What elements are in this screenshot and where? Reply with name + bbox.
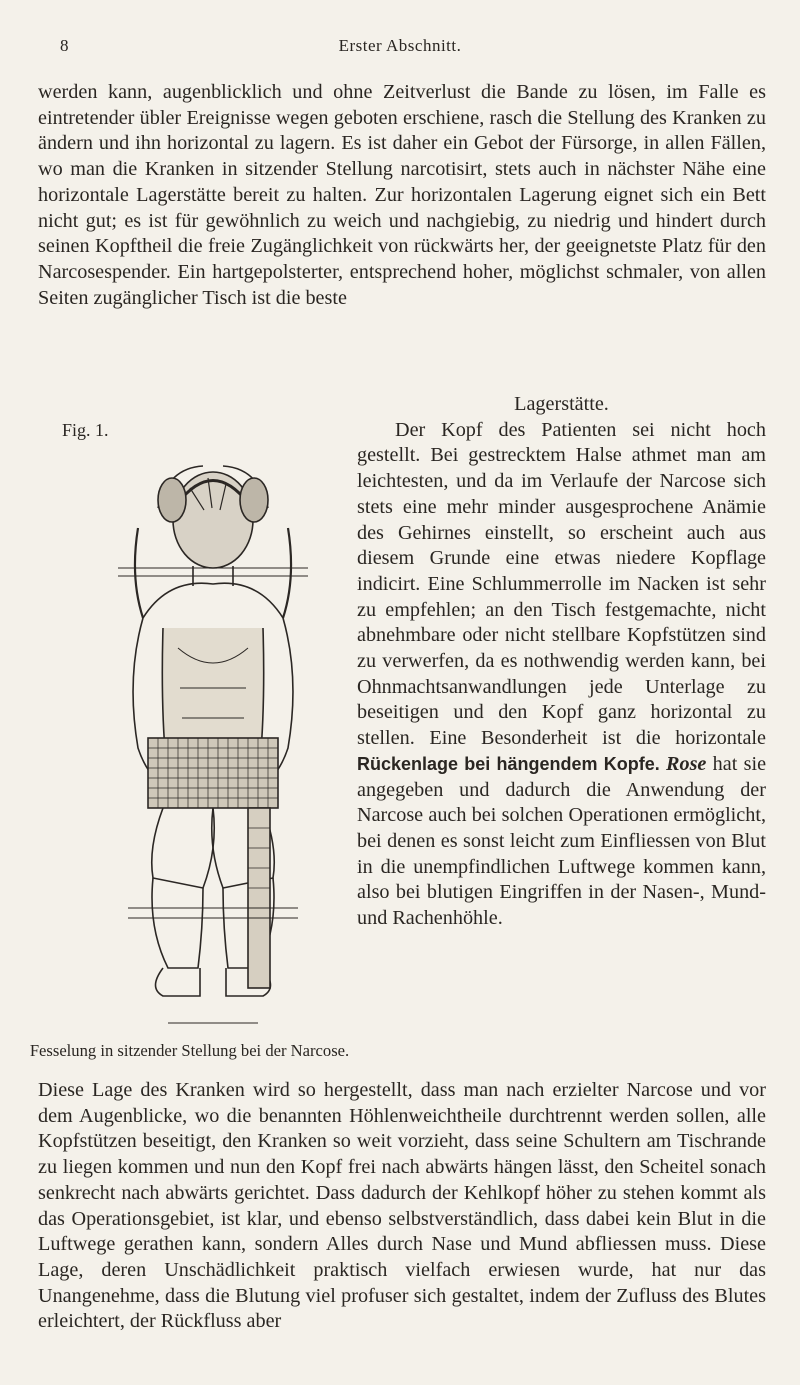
figure-caption: Fesselung in sitzender Stellung bei der Narcose. (29, 1041, 350, 1060)
right-column-paragraph (357, 418, 766, 932)
seated-patient-illustration (108, 448, 318, 1028)
paragraph-b: hat sie angegeben und dadurch die Anwendung der Narcose auch bei solchen Operationen ermöglicht, bei denen es sonst leicht zum Einfliessen von Blut in die unempfindlichen Luftwege kommen kann, also bei blutigen Eingriffen in der Nasen-, Mund- und Rachenhöhle. (357, 752, 767, 930)
italic-author-name: Rose (666, 752, 707, 775)
top-paragraph: werden kann, augenblicklich und ohne Zeitverlust die Bande zu lösen, im Falle es eintretender übler Ereignisse wegen geboten erschiene, rasch die Stellung des Kranken zu ändern und ihn horizontal zu lagern. Es ist daher ein Gebot der Fürsorge, in allen Fällen, wo man die Kranken in sitzender Stellung narcotisirt, stets auch in nächster Nähe eine horizontale Lagerstätte bereit zu halten. Zur horizontalen Lagerung eignet sich ein Bett nicht gut; es ist für gewöhnlich zu weich und nachgiebig, zu niedrig und hindert durch seinen Kopftheil die freie Zugänglichkeit von rückwärts her, der geeignetste Platz für den Narcosespender. Ein hartgepolsterter, entsprechend hoher, möglichst schmaler, von allen Seiten zugänglicher Tisch ist die beste (38, 81, 766, 309)
paragraph-a: Der Kopf des Patienten sei nicht hoch gestellt. Bei gestrecktem Halse athmet man am leichtesten, und da im Verlaufe der Narcose sich stets eine mehr minder ausgesprochene Anämie des Gehirnes einstellt, so erscheint auch aus diesem Grunde eine etwas niedere Kopflage indicirt. Eine Schlummerrolle im Nacken ist sehr zu empfehlen; an den Tisch festgemachte, nicht abnehmbare oder nicht stellbare Kopfstützen sind zu verwerfen, da es nothwendig werden kann, bei Ohnmachtsanwandlungen jede Unterlage zu beseitigen und den Kopf ganz horizontal zu stellen. Eine Besonderheit ist die horizontale (357, 418, 766, 750)
figure-label: Fig. 1. (62, 420, 109, 440)
figure-illustration (108, 448, 318, 1028)
page-number: 8 (60, 36, 69, 55)
right-column-first-line: Lagerstätte. (514, 393, 609, 415)
bold-phrase: Rückenlage bei hängendem Kopfe. (357, 753, 660, 774)
right-column (357, 392, 766, 932)
section-title: Erster Abschnitt. (338, 36, 462, 55)
top-text-block (38, 80, 766, 311)
bottom-paragraph: Diese Lage des Kranken wird so hergestellt, dass man nach erzielter Narcose und vor dem Augenblicke, wo die benannten Höhlenweichtheile durchtrennt werden sollen, alle Kopfstützen beseitigt, den Kranken so weit vorzieht, dass seine Schultern am Tischrande zu liegen kommen und nun den Kopf frei nach abwärts hängen lässt, den Scheitel sonach senkrecht nach abwärts gerichtet. Dass dadurch der Kehlkopf höher zu stehen kommt als das Operationsgebiet, ist klar, und ebenso selbstverständlich, dass dabei kein Blut in die Luftwege gerathen kann, sondern Alles durch Nase und Mund abfliessen muss. Diese Lage, deren Unschädlichkeit praktisch vielfach erwiesen wurde, hat nur das Unangenehme, dass die Blutung viel profuser sich gestaltet, indem der Zufluss des Blutes erleichtert, der Rückfluss aber (38, 1079, 766, 1333)
bottom-text-block (38, 1078, 766, 1335)
